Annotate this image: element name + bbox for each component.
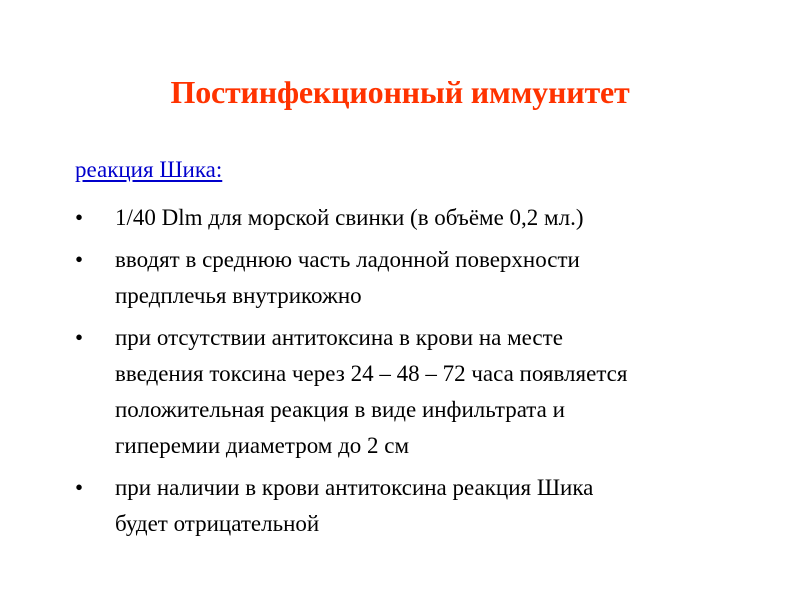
bullet-line: вводят в среднюю часть ладонной поверхности bbox=[115, 247, 580, 272]
bullet-icon: • bbox=[75, 205, 84, 230]
bullet-list bbox=[0, 200, 800, 548]
bullet-line: будет отрицательной bbox=[115, 511, 320, 536]
bullet-line: положительная реакция в виде инфильтрата и bbox=[115, 397, 565, 422]
bullet-line: при наличии в крови антитоксина реакция Шика bbox=[115, 475, 594, 500]
bullet-icon: • bbox=[75, 475, 84, 500]
bullet-icon: • bbox=[75, 247, 84, 272]
bullet-line: 1/40 Dlm для морской свинки (в объёме 0,2 мл.) bbox=[115, 205, 584, 230]
bullet-line: предплечья внутрикожно bbox=[115, 283, 362, 308]
list-item bbox=[0, 320, 800, 464]
subheading-link[interactable]: реакция Шика: bbox=[75, 157, 223, 182]
bullet-line: введения токсина через 24 – 48 – 72 часа появляется bbox=[115, 361, 628, 386]
list-item bbox=[0, 470, 800, 542]
bullet-line: при отсутствии антитоксина в крови на месте bbox=[115, 325, 563, 350]
bullet-line: гиперемии диаметром до 2 см bbox=[115, 433, 410, 458]
slide-title: Постинфекционный иммунитет bbox=[170, 74, 630, 110]
list-item bbox=[0, 200, 800, 236]
list-item bbox=[0, 242, 800, 314]
bullet-icon: • bbox=[75, 325, 84, 350]
